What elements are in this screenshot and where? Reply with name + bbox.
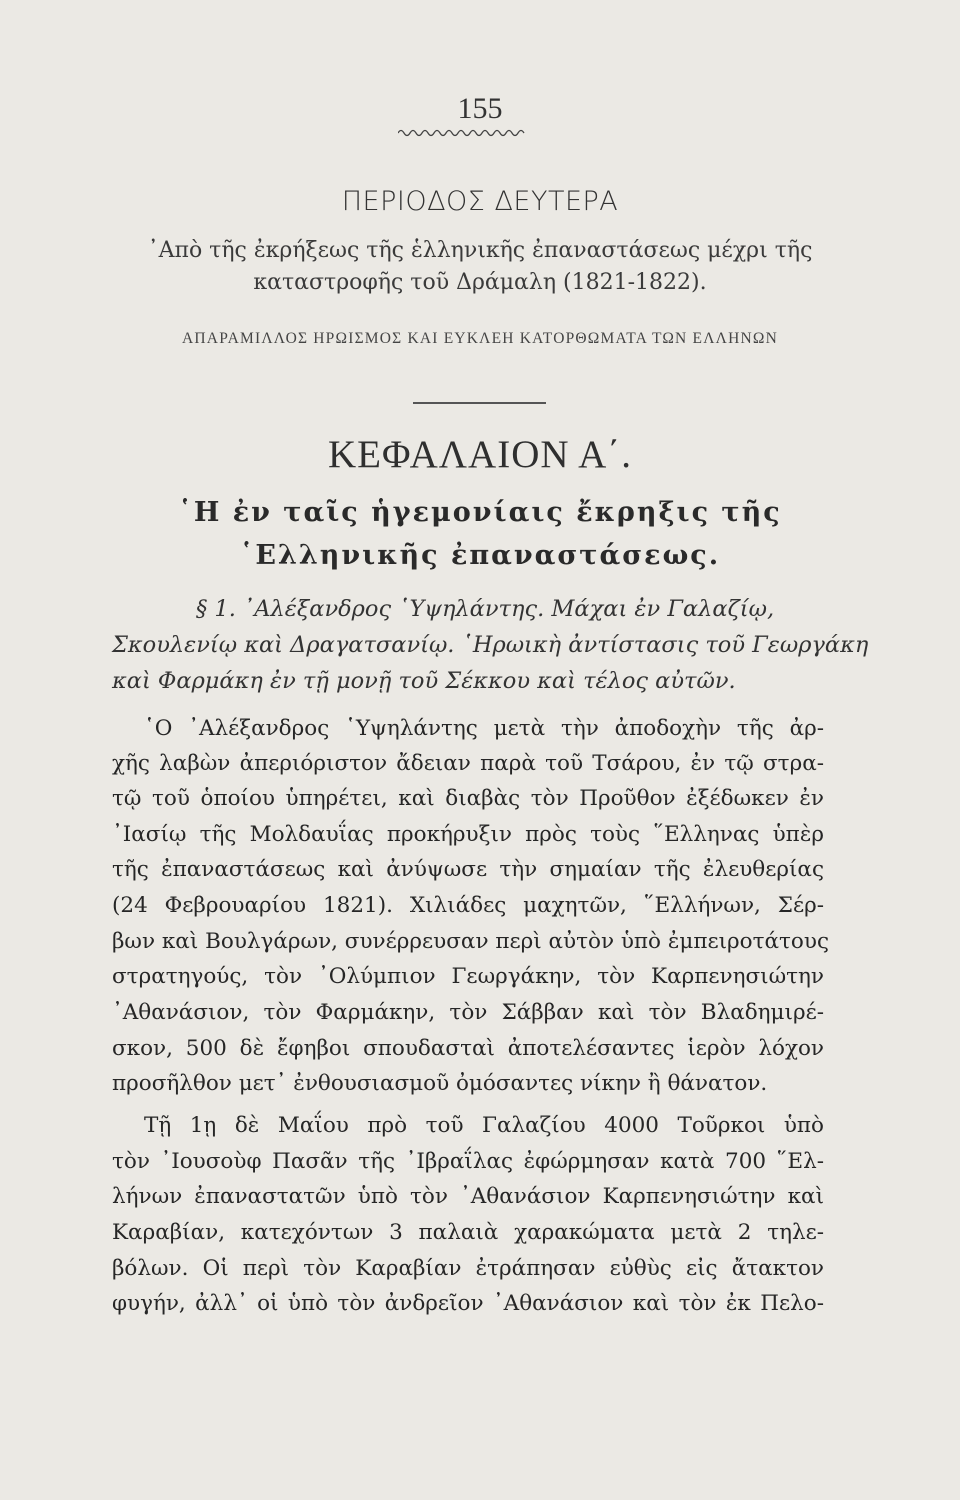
paragraph-1-line: τῆς ἐπαναστάσεως καὶ ἀνύψωσε τὴν σημαίαν τῆς ἐλευθερίας xyxy=(112,857,824,882)
chapter-heading-line-2: ῾Ελληνικῆς ἐπαναστάσεως. xyxy=(239,540,721,571)
paragraph-1-line: σκον, 500 δὲ ἔφηβοι σπουδασταὶ ἀποτελέσαντες ἱερὸν λόχον xyxy=(112,1036,824,1061)
paragraph-1-line: τῷ τοῦ ὁποίου ὑπηρέτει, καὶ διαβὰς τὸν Προῦθον ἐξέδωκεν ἐν xyxy=(112,786,824,811)
chapter-heading-line-1: ῾Η ἐν ταῖς ἡγεμονίαις ἔκρηξις τῆς xyxy=(178,497,782,528)
paragraph-1-line: (24 Φεβρουαρίου 1821). Χιλιάδες μαχητῶν, ῞Ελλήνων, Σέρ- xyxy=(112,893,824,918)
paragraph-1-line: προσῆλθον μετ᾿ ἐνθουσιασμοῦ ὀμόσαντες νίκην ἢ θάνατον. xyxy=(112,1071,768,1096)
section-summary-line-3: καὶ Φαρμάκη ἐν τῇ μονῇ τοῦ Σέκκου καὶ τέλος αὐτῶν. xyxy=(112,668,736,694)
period-subtitle-line-2: καταστροφῆς τοῦ Δράμαλη (1821-1822). xyxy=(253,270,707,295)
wavy-rule-ornament xyxy=(398,128,528,138)
paragraph-1-line: χῆς λαβὼν ἀπεριόριστον ἄδειαν παρὰ τοῦ Τσάρου, ἐν τῷ στρα- xyxy=(112,751,824,776)
paragraph-1-line: στρατηγούς, τὸν ᾿Ολύμπιον Γεωργάκην, τὸν Καρπενησιώτην xyxy=(112,964,824,989)
paragraph-1-line: ῾Ο ᾿Αλέξανδρος ῾Υψηλάντης μετὰ τὴν ἀποδοχὴν τῆς ἀρ- xyxy=(144,716,824,741)
paragraph-1-line: ᾿Ιασίῳ τῆς Μολδαυΐας προκήρυξιν πρὸς τοὺς ῞Ελληνας ὑπὲρ xyxy=(112,822,824,847)
paragraph-2-line: Καραβίαν, κατεχόντων 3 παλαιὰ χαρακώματα μετὰ 2 τηλε- xyxy=(112,1220,824,1245)
divider-rule xyxy=(413,402,546,404)
paragraph-1-line: βων καὶ Βουλγάρων, συνέρρευσαν περὶ αὐτὸν ὑπὸ ἐμπειροτάτους xyxy=(112,929,829,954)
chapter-title: ΚΕΦΑΛΑΙΟΝ Α΄. xyxy=(327,433,633,476)
paragraph-2-line: λήνων ἐπαναστατῶν ὑπὸ τὸν ᾿Αθανάσιον Καρπενησιώτην καὶ xyxy=(112,1184,824,1209)
period-title: ΠΕΡΙΟΔΟΣ ΔΕΥΤΕΡΑ xyxy=(341,186,619,217)
paragraph-2-line: βόλων. Οἱ περὶ τὸν Καραβίαν ἐτράπησαν εὐθὺς εἰς ἄτακτον xyxy=(112,1256,824,1281)
paragraph-2-line: φυγήν, ἀλλ᾿ οἱ ὑπὸ τὸν ἀνδρεῖον ᾿Αθανάσιον καὶ τὸν ἐκ Πελο- xyxy=(112,1291,824,1316)
page-number: 155 xyxy=(457,92,503,125)
paragraph-2-line: τὸν ᾿Ιουσοὺφ Πασᾶν τῆς ᾿Ιβραΐλας ἐφώρμησαν κατὰ 700 ῞Ελ- xyxy=(112,1149,824,1174)
section-caption: ΑΠΑΡΑΜΙΛΛΟΣ ΗΡΩΙΣΜΟΣ ΚΑΙ ΕΥΚΛΕΗ ΚΑΤΟΡΘΩΜΑΤΑ ΤΩΝ ΕΛΛΗΝΩΝ xyxy=(182,330,778,347)
section-summary-line-2: Σκουλενίῳ καὶ Δραγατσανίῳ. ῾Ηρωικὴ ἀντίστασις τοῦ Γεωργάκη xyxy=(112,632,869,658)
paragraph-1-line: ᾿Αθανάσιον, τὸν Φαρμάκην, τὸν Σάββαν καὶ τὸν Βλαδημιρέ- xyxy=(112,1000,824,1025)
period-subtitle-line-1: ᾿Απὸ τῆς ἐκρήξεως τῆς ἑλληνικῆς ἐπαναστάσεως μέχρι τῆς xyxy=(147,238,813,263)
section-summary-line-1: § 1. ᾿Αλέξανδρος ῾Υψηλάντης. Μάχαι ἐν Γαλαζίῳ, xyxy=(196,596,775,622)
paragraph-2-line: Τῇ 1ῃ δὲ Μαΐου πρὸ τοῦ Γαλαζίου 4000 Τοῦρκοι ὑπὸ xyxy=(144,1113,824,1138)
